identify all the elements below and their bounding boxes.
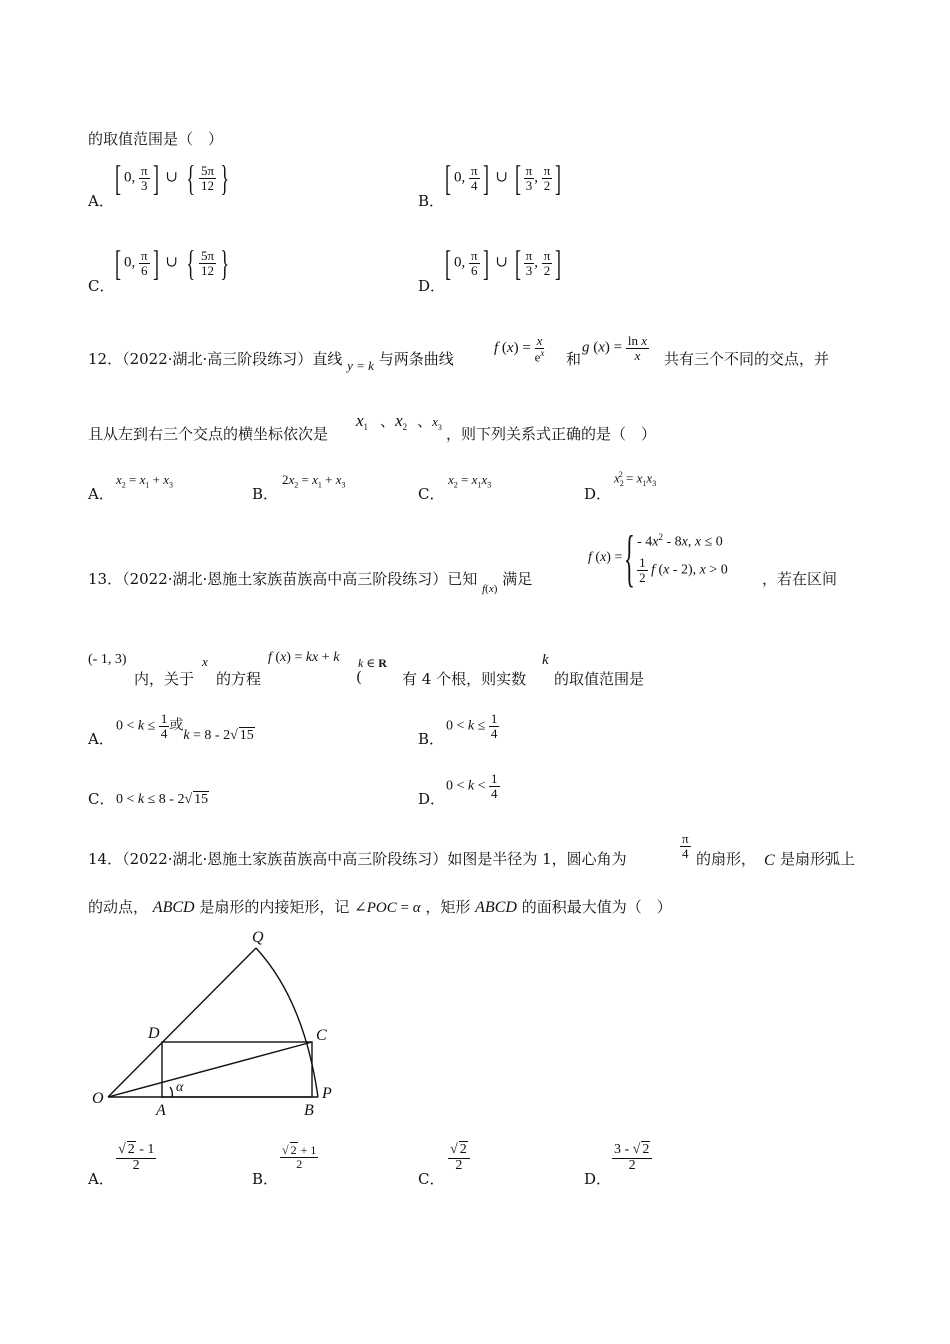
q12-x-list: $x_1$ 、$x_2$ 、$x_3$ (356, 411, 442, 432)
q12-text: 直线 (312, 350, 343, 368)
q11-stem-tail: 的取值范围是（ ） (88, 130, 224, 148)
q12-text: 与两条曲线 (378, 350, 454, 368)
q13-line1: 13．（2022·湖北·恩施土家族苗族高中高三阶段练习）已知 $_{f(x)}$ 满足 (88, 570, 533, 595)
q14-option-d-expr: $\frac{3 - √ 2}{2}$ (612, 1143, 652, 1173)
q13-text7: 的取值范围是 (554, 670, 645, 688)
q11-option-d-expr: [ 0, $\frac{\pi}{6}$ ] ∪ [ $\frac{\pi}{3}$ , $\frac{\pi}{2}$ ] (445, 243, 562, 283)
q14-angle-frac: $\frac{\pi}{4}$ (682, 831, 689, 861)
q13-paren: ( (356, 668, 362, 686)
q12-option-b-letter[interactable]: B． (252, 485, 279, 503)
label-d: D (148, 1025, 160, 1042)
q14-option-a-expr: $\frac{√ 2 - 1}{2}$ (118, 1142, 155, 1173)
q14-text2: 的扇形， (696, 850, 757, 868)
q14-text: 如图是半径为 1，圆心角为 (447, 850, 627, 868)
q11-option-c-letter[interactable]: C． (88, 277, 115, 295)
q12-option-d-letter[interactable]: D． (584, 485, 612, 503)
q12-line2 (88, 423, 328, 444)
label-q: Q (252, 929, 264, 946)
q14-option-a-letter[interactable]: A． (88, 1170, 114, 1188)
q13-text3: ，若在区间 (762, 570, 838, 588)
q12-line1: 12．（2022·湖北·高三阶段练习）直线 y = k 与两条曲线 (88, 350, 454, 373)
q13-equation: f (x) = kx + k (268, 650, 340, 665)
q12-option-a-letter[interactable]: A． (88, 485, 114, 503)
line-oc (108, 1042, 312, 1097)
q12-option-c-expr: $x_2 = x_1x_3$ (448, 472, 492, 490)
q13-piecewise: f (x) = { - $4x^2 - 8x$, x ≤ 0 $\frac{1}{2}$ f (x - 2), x > 0 (588, 522, 728, 593)
q14-option-b-expr: $\frac{√ 2 + 1}{2}$ (282, 1143, 317, 1171)
label-a: A (156, 1102, 166, 1119)
q13-source: （2022·湖北·恩施土家族苗族高中高三阶段练习） (122, 570, 448, 588)
sector-figure (80, 920, 350, 1125)
label-alpha: α (176, 1080, 184, 1095)
q11-option-b-letter[interactable]: B． (418, 192, 445, 210)
q14-text: 的面积最大值为（ ） (521, 898, 672, 916)
q12-source: （2022·湖北·高三阶段练习） (122, 350, 313, 368)
label-p: P (322, 1085, 332, 1102)
q13-option-c-letter[interactable]: C． (88, 790, 115, 808)
q13-option-b-expr: 0 < k ≤ $\frac{1}{4}$ (446, 711, 498, 741)
rectangle-abcd (162, 1042, 312, 1097)
q14-text: ，矩形 (425, 898, 471, 916)
q13-text: 满足 (502, 570, 533, 588)
q11-option-c-expr: [ 0, $\frac{\pi}{6}$ ] ∪ { $\frac{5\pi}{12}$ } (115, 243, 229, 283)
q13-k-var: k (542, 652, 549, 668)
q12-option-c-letter[interactable]: C． (418, 485, 445, 503)
q13-text4: 内，关于 (134, 670, 195, 688)
q14-source: （2022·湖北·恩施土家族苗族高中高三阶段练习） (122, 850, 448, 868)
q14-c-var: C (764, 852, 775, 869)
q14-option-c-letter[interactable]: C． (418, 1170, 445, 1188)
q13-k-condition: k ∈ R (358, 656, 387, 670)
q13-option-d-letter[interactable]: D． (418, 790, 446, 808)
q13-interval: (- 1, 3) (88, 652, 127, 667)
q14-line2: 的动点， ABCD 是扇形的内接矩形，记 ∠POC = α ，矩形 ABCD 的面积最大值为（ ） (88, 898, 672, 916)
q13-text5: 的方程 (216, 670, 262, 688)
q14-number: 14． (88, 850, 123, 868)
q14-option-b-letter[interactable]: B． (252, 1170, 279, 1188)
q13-number: 13． (88, 570, 123, 588)
q13-option-a-expr: 0 < k ≤ $\frac{1}{4}$ 或k = 8 - 2√ 15 (116, 711, 254, 744)
q13-option-d-expr: 0 < k < $\frac{1}{4}$ (446, 771, 498, 801)
angle-alpha-arc (170, 1087, 172, 1097)
q13-option-c-expr: 0 < k ≤ 8 - 2√ 15 (116, 792, 209, 807)
line-oq (108, 948, 256, 1097)
q14-option-c-expr: $\frac{√ 2}{2}$ (448, 1143, 470, 1173)
q14-line1 (88, 848, 627, 869)
q14-text: 是扇形的内接矩形，记 (199, 898, 350, 916)
q12-text-tail2: ，则下列关系式正确的是（ ） (446, 425, 657, 443)
q12-text: 且从左到右三个交点的横坐标依次是 (88, 425, 329, 443)
q13-option-b-letter[interactable]: B． (418, 730, 445, 748)
q12-option-a-expr: $x_2 = x_1 + x_3$ (116, 472, 174, 490)
q14-option-d-letter[interactable]: D． (584, 1170, 612, 1188)
q12-text-tail: 共有三个不同的交点，并 (664, 350, 830, 368)
arc-qp (256, 948, 318, 1097)
q13-option-a-letter[interactable]: A． (88, 730, 114, 748)
q11-option-a-letter[interactable]: A． (88, 192, 114, 210)
q13-text: 已知 (447, 570, 478, 588)
q12-gx-expr: g (x) = $\frac{\text{ln x}}{x}$ (582, 333, 648, 363)
q12-text-and: 和 (566, 350, 582, 368)
q13-text6: 有 4 个根，则实数 (402, 670, 527, 688)
q11-option-d-letter[interactable]: D． (418, 277, 446, 295)
q11-option-b-expr: [ 0, $\frac{\pi}{4}$ ] ∪ [ $\frac{\pi}{3}$ , $\frac{\pi}{2}$ ] (445, 158, 562, 198)
q14-text: 的动点， (88, 898, 149, 916)
q11-option-a-expr: [ 0, $\frac{\pi}{3}$ ] ∪ { $\frac{5\pi}{12}$ } (115, 158, 229, 198)
q12-option-b-expr: $2x_2 = x_1 + x_3$ (282, 472, 346, 490)
label-c: C (316, 1027, 327, 1044)
q14-text3: 是扇形弧上 (780, 850, 856, 868)
q12-number: 12． (88, 350, 123, 368)
q13-x-var: x (202, 654, 208, 669)
label-b: B (304, 1102, 314, 1119)
q12-option-d-expr: $x_2^2 = x_1x_3$ (614, 470, 657, 488)
q12-fx-expr: f (x) = $\frac{x}{e^x}$ (494, 333, 545, 364)
label-o: O (92, 1090, 104, 1107)
